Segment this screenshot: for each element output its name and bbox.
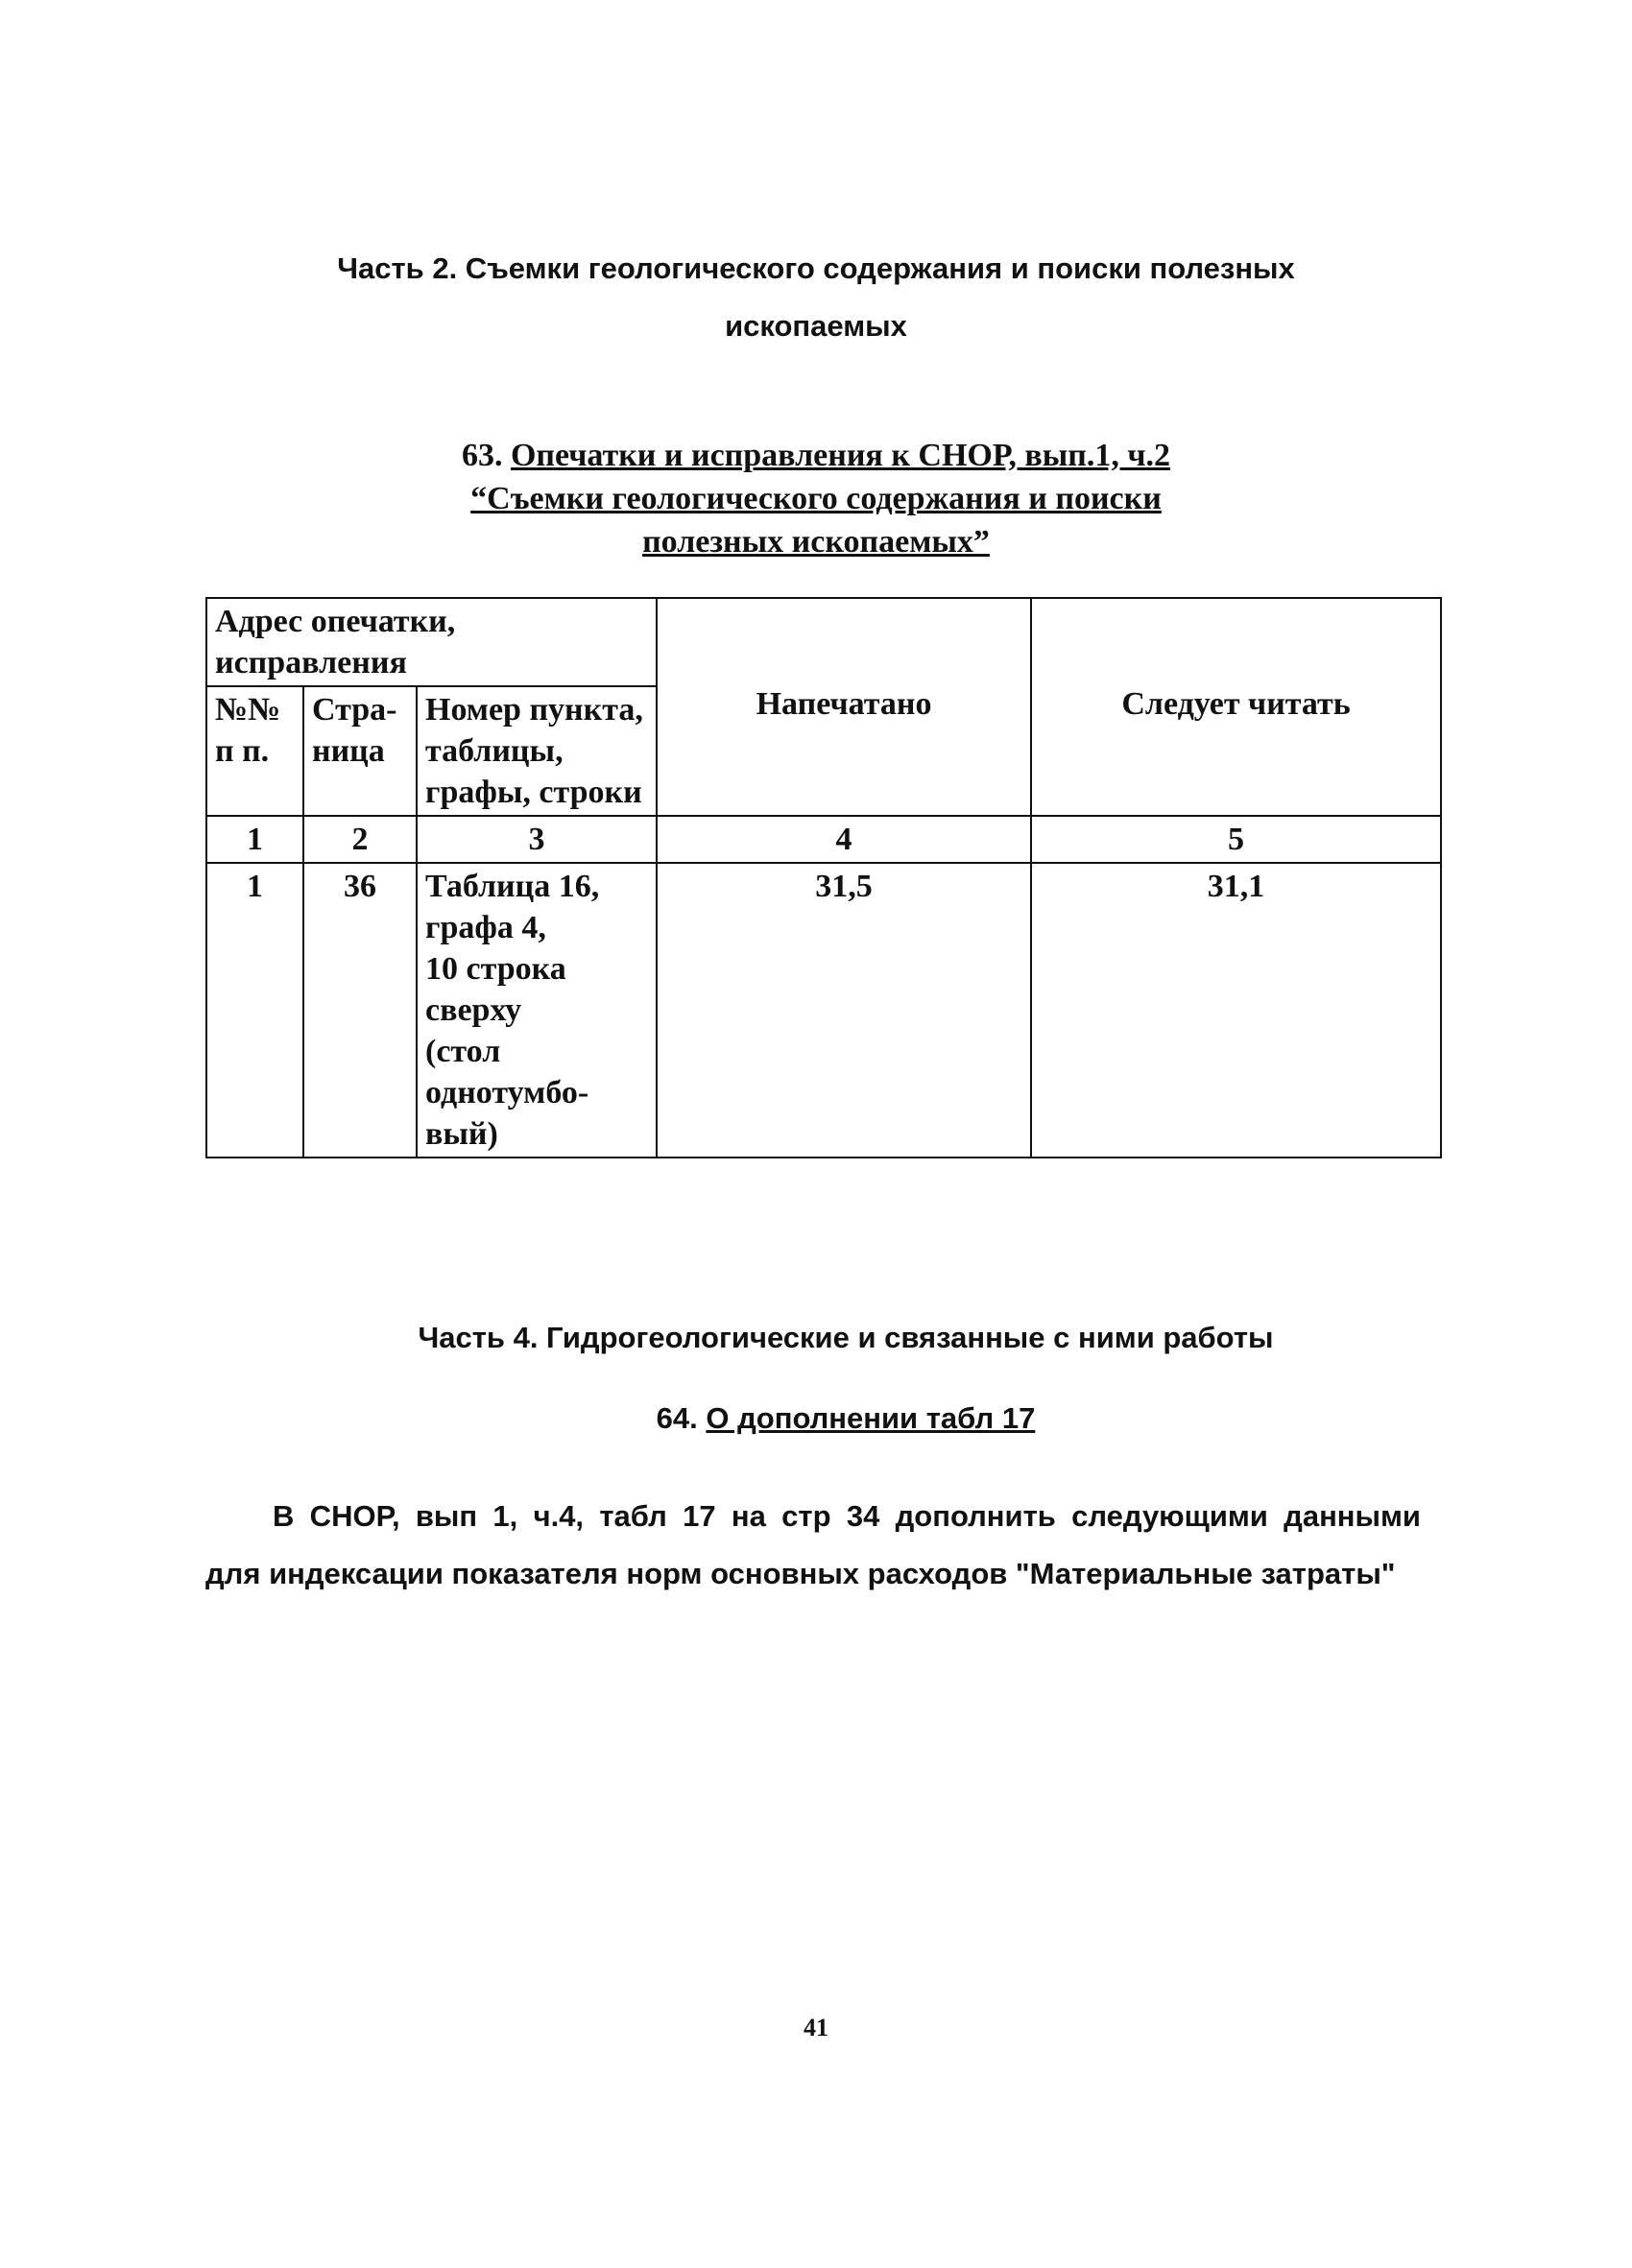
- row-number-cell: 1: [206, 863, 303, 1158]
- number-column-header: №№ п п.: [206, 686, 303, 816]
- item64-heading: [0, 1401, 1632, 1436]
- table-row: [206, 863, 1441, 1158]
- read-column-header: Следует читать: [1031, 598, 1441, 816]
- item-line: сверху: [425, 992, 522, 1028]
- item63-number: 63.: [461, 438, 503, 473]
- item63-heading: [0, 434, 1632, 563]
- item-line: Таблица 16,: [425, 869, 600, 904]
- item-line: графа 4,: [425, 910, 546, 945]
- body-paragraph: [205, 1488, 1421, 1603]
- item64-title: О дополнении табл 17: [706, 1401, 1036, 1435]
- row-page-cell: 36: [303, 863, 417, 1158]
- page-number: 41: [804, 2014, 828, 2041]
- page-column-header: Стра-ница: [303, 686, 417, 816]
- part2-title: [0, 240, 1632, 355]
- item-column-header: Номер пункта, таблицы, графы, строки: [417, 686, 657, 816]
- address-group-header: Адрес опечатки, исправления: [206, 598, 657, 686]
- item63-title-line2: “Съемки геологического содержания и поиски: [470, 481, 1162, 516]
- column-number: 2: [303, 816, 417, 863]
- part4-title: Часть 4. Гидрогеологические и связанные с ними работы: [418, 1321, 1274, 1354]
- part2-title-line1: Часть 2. Съемки геологического содержания и поиски полезных: [337, 251, 1295, 285]
- item64-number: 64.: [656, 1401, 698, 1435]
- column-number: 4: [657, 816, 1031, 863]
- body-line2: для индексации показателя норм основных расходов "Материальные затраты": [205, 1557, 1396, 1590]
- row-item-cell: [417, 863, 657, 1158]
- row-read-cell: 31,1: [1031, 863, 1441, 1158]
- errata-table: [205, 597, 1442, 1158]
- column-number: 1: [206, 816, 303, 863]
- column-number: 3: [417, 816, 657, 863]
- body-line1: В СНОР, вып 1, ч.4, табл 17 на стр 34 дополнить следующими данными: [273, 1499, 1421, 1533]
- item-line: однотумбо-: [425, 1075, 589, 1110]
- item-line: 10 строка: [425, 951, 566, 987]
- printed-column-header: Напечатано: [657, 598, 1031, 816]
- item63-title-line1: Опечатки и исправления к СНОР, вып.1, ч.2: [510, 438, 1171, 473]
- part2-title-line2: ископаемых: [725, 309, 907, 343]
- column-number-row: [206, 816, 1441, 863]
- row-printed-cell: 31,5: [657, 863, 1031, 1158]
- table-header-row: [206, 598, 1441, 686]
- item-line: (стол: [425, 1034, 501, 1069]
- item63-title-line3: полезных ископаемых”: [642, 524, 990, 560]
- column-number: 5: [1031, 816, 1441, 863]
- item-line: вый): [425, 1116, 498, 1152]
